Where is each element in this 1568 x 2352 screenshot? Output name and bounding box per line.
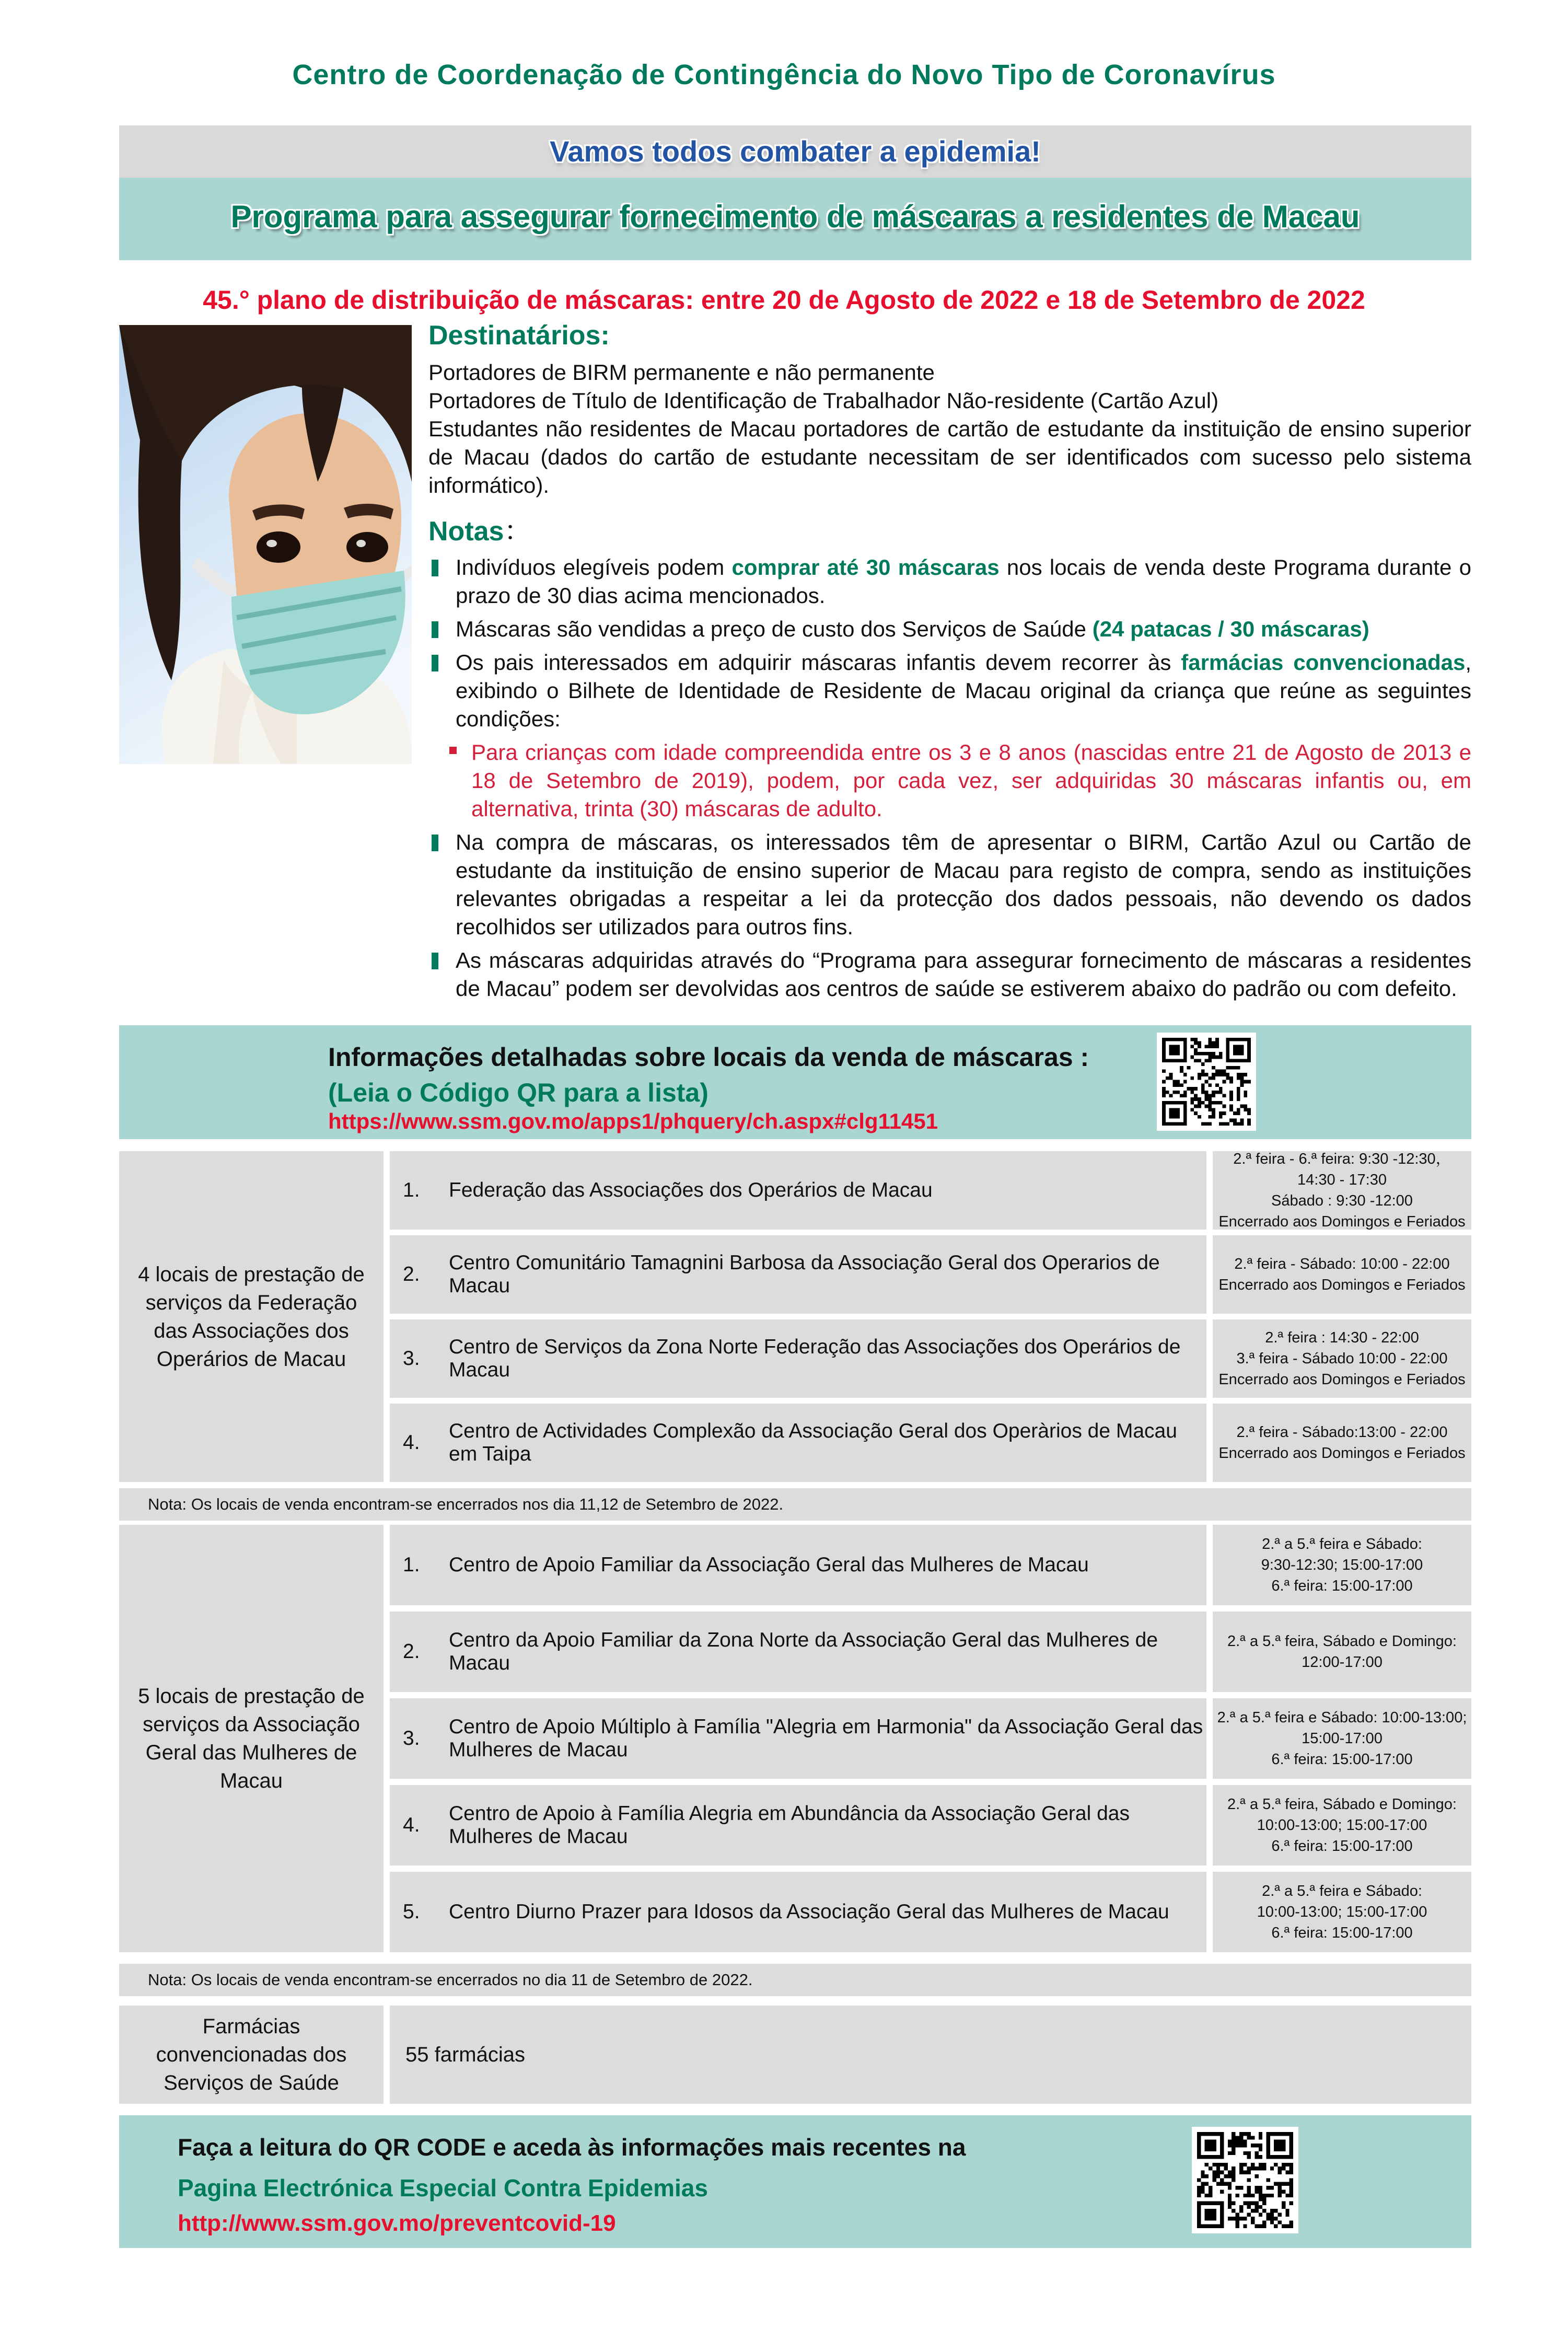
- location-number: 1.: [403, 1179, 420, 1201]
- note-bullet: [428, 648, 1471, 733]
- location-name: Centro de Apoio à Família Alegria em Abundância da Associação Geral das Mulheres de Macau: [449, 1802, 1130, 1848]
- teal-square-bullet-icon: [432, 835, 438, 851]
- schedule-line: Encerrado aos Domingos e Feriados: [1218, 1371, 1466, 1388]
- recipient-line: Portadores de BIRM permanente e não permanente: [428, 360, 935, 385]
- note-bullet: [428, 553, 1471, 610]
- location-number: 2.: [403, 1640, 420, 1663]
- footer-line-1: Faça a leitura do QR CODE e aceda às informações mais recentes na: [178, 2134, 966, 2161]
- location-name: Centro Diurno Prazer para Idosos da Associação Geral das Mulheres de Macau: [449, 1901, 1169, 1923]
- recipients-heading: Destinatários:: [428, 320, 610, 351]
- location-name: Centro de Actividades Complexão da Associação Geral dos Operàrios de Macau em Taipa: [449, 1420, 1177, 1465]
- pharmacies-row: [119, 2006, 1471, 2104]
- schedule-line: 2.ª feira : 14:30 - 22:00: [1265, 1329, 1419, 1346]
- location-name: Federação das Associações dos Operários de Macau: [449, 1179, 933, 1201]
- schedule-line: 2.ª a 5.ª feira, Sábado e Domingo:: [1227, 1796, 1457, 1813]
- program-title: Programa para assegurar fornecimento de máscaras a residentes de Macau: [230, 199, 1360, 234]
- note-text: Os pais interessados em adquirir máscaras infantis devem recorrer às: [456, 650, 1181, 675]
- note-text: nos locais de venda deste Programa durante o prazo de 30 dias acima mencionados.: [456, 555, 1471, 608]
- note-text: Máscaras são vendidas a preço de custo dos Serviços de Saúde: [456, 617, 1093, 641]
- location-name-cell: [390, 1698, 1206, 1779]
- location-name-cell: [390, 1319, 1206, 1398]
- organization-title: Centro de Coordenação de Contingência do Novo Tipo de Coronavírus: [292, 59, 1276, 90]
- schedule-line: 2.ª feira - Sábado:13:00 - 22:00: [1236, 1424, 1448, 1441]
- location-number: 4.: [403, 1431, 420, 1454]
- schedule-line: 15:00-17:00: [1302, 1730, 1383, 1747]
- location-name-cell: [390, 1235, 1206, 1314]
- note-bullet: [428, 946, 1471, 1003]
- footer-banner: [119, 2115, 1471, 2248]
- masked-woman-photo: [119, 325, 412, 764]
- location-name-cell: [390, 1872, 1206, 1952]
- highlighted-text: farmácias convencionadas: [1181, 650, 1466, 675]
- mask-list-url-link[interactable]: https://www.ssm.gov.mo/apps1/phquery/ch.aspx#clg11451: [328, 1109, 938, 1133]
- schedule-line: Encerrado aos Domingos e Feriados: [1218, 1277, 1466, 1293]
- pharmacies-label: Farmácias convencionadas dos Serviços de Saúde: [119, 2006, 384, 2104]
- schedule-line: 6.ª feira: 15:00-17:00: [1271, 1925, 1413, 1941]
- masked-woman-illustration: [119, 325, 412, 764]
- note-text: Na compra de máscaras, os interessados têm de apresentar o BIRM, Cartão Azul ou Cartão de estudante da instituição de ensino superior de Macau para registo de compra, sendo as instituições relevantes obrigadas a respeitar a lei da protecção dos dados pessoais, não devendo os dados recolhidos ser utilizados para outros fins.: [456, 830, 1471, 939]
- location-name-cell: [390, 1151, 1206, 1230]
- schedule-line: 2.ª a 5.ª feira e Sábado:: [1262, 1536, 1422, 1552]
- notes-heading-colon: ：: [504, 516, 531, 547]
- teal-square-bullet-icon: [432, 560, 438, 576]
- location-name-cell: [390, 1525, 1206, 1605]
- pharmacies-count: 55 farmácias: [390, 2006, 1471, 2104]
- schedule-line: 2.ª a 5.ª feira e Sábado:: [1262, 1883, 1422, 1899]
- table-group-label: 5 locais de prestação de serviços da Associação Geral das Mulheres de Macau: [119, 1525, 384, 1952]
- schedule-line: 10:00-13:00; 15:00-17:00: [1257, 1904, 1427, 1920]
- table-note-1: Nota: Os locais de venda encontram-se encerrados nos dia 11,12 de Setembro de 2022.: [119, 1488, 1471, 1521]
- note-bullet: [428, 615, 1471, 643]
- teal-square-bullet-icon: [432, 953, 438, 969]
- schedule-line: Sábado : 9:30 -12:00: [1271, 1192, 1413, 1209]
- schedule-line: 2.ª feira - Sábado: 10:00 - 22:00: [1234, 1256, 1450, 1272]
- schedule-cell: [1213, 1319, 1471, 1398]
- slogan-banner: [119, 125, 1471, 178]
- highlighted-text: comprar até 30 máscaras: [731, 555, 1000, 580]
- schedule-line: 10:00-13:00; 15:00-17:00: [1257, 1817, 1427, 1834]
- info-line-1: Informações detalhadas sobre locais da venda de máscaras :: [328, 1042, 1089, 1072]
- mask-sale-info-box: [119, 1025, 1471, 1139]
- schedule-cell: [1213, 1525, 1471, 1605]
- highlighted-text: (24 patacas / 30 máscaras): [1092, 617, 1369, 641]
- mulheres-locations-table: [119, 1525, 1471, 1952]
- note-text: , exibindo o Bilhete de Identidade de Residente de Macau original da criança que reúne as seguintes condições:: [456, 650, 1471, 731]
- location-name: Centro de Serviços da Zona Norte Federação das Associações dos Operários de Macau: [449, 1336, 1181, 1381]
- location-name-cell: [390, 1404, 1206, 1482]
- note-subbullet-red: [428, 738, 1471, 823]
- location-number: 1.: [403, 1554, 420, 1576]
- plan-period-line: 45.° plano de distribuição de máscaras: entre 20 de Agosto de 2022 e 18 de Setembro de 2022: [203, 285, 1365, 315]
- schedule-cell: [1213, 1785, 1471, 1866]
- schedule-cell: [1213, 1612, 1471, 1692]
- schedule-line: 2.ª feira - 6.ª feira: 9:30 -12:30，14:30 - 17:30: [1233, 1151, 1451, 1188]
- recipients-list: [428, 358, 1471, 500]
- table-group-label: 4 locais de prestação de serviços da Federação das Associações dos Operários de Macau: [119, 1151, 384, 1482]
- schedule-cell: [1213, 1872, 1471, 1952]
- schedule-line: 3.ª feira - Sábado 10:00 - 22:00: [1236, 1350, 1448, 1367]
- schedule-cell: [1213, 1698, 1471, 1779]
- location-number: 5.: [403, 1901, 420, 1923]
- operarios-locations-table: [119, 1151, 1471, 1482]
- slogan-text: Vamos todos combater a epidemia!: [550, 135, 1041, 168]
- recipient-line: Portadores de Título de Identificação de Trabalhador Não-residente (Cartão Azul): [428, 388, 1219, 413]
- body-text-column: [428, 320, 1471, 1008]
- location-name: Centro de Apoio Múltiplo à Família "Alegria em Harmonia" da Associação Geral das Mulheres de Macau: [449, 1716, 1203, 1761]
- note-text: Para crianças com idade compreendida entre os 3 e 8 anos (nascidas entre 21 de Agosto de 2013 e 18 de Setembro de 2019), podem, por cada vez, ser adquiridas 30 máscaras infantis ou, em alternativa, trinta (30) máscaras de adulto.: [471, 740, 1471, 821]
- notes-heading-label: Notas: [428, 516, 504, 547]
- location-name: Centro Comunitário Tamagnini Barbosa da Associação Geral dos Operarios de Macau: [449, 1252, 1160, 1297]
- program-banner: [119, 178, 1471, 260]
- location-number: 2.: [403, 1263, 420, 1285]
- location-name: Centro da Apoio Familiar da Zona Norte da Associação Geral das Mulheres de Macau: [449, 1629, 1158, 1674]
- preventcovid-url-link[interactable]: http://www.ssm.gov.mo/preventcovid-19: [178, 2210, 616, 2236]
- footer-line-2: Pagina Electrónica Especial Contra Epidemias: [178, 2174, 708, 2202]
- info-line-2: (Leia o Código QR para a lista): [328, 1078, 708, 1107]
- note-bullet: [428, 828, 1471, 941]
- notes-heading: [428, 509, 1471, 548]
- note-text: Indivíduos elegíveis podem: [456, 555, 732, 580]
- note-text: As máscaras adquiridas através do “Programa para assegurar fornecimento de máscaras a residentes de Macau” podem ser devolvidas aos centros de saúde se estiverem abaixo do padrão ou com defeito.: [456, 948, 1471, 1001]
- location-number: 3.: [403, 1347, 420, 1370]
- schedule-cell: [1213, 1404, 1471, 1482]
- notes-bullet-list: [428, 553, 1471, 1003]
- location-number: 4.: [403, 1814, 420, 1836]
- schedule-line: 6.ª feira: 15:00-17:00: [1271, 1751, 1413, 1768]
- qr-code-mask-list-icon: [1157, 1033, 1256, 1131]
- location-name-cell: [390, 1785, 1206, 1866]
- schedule-line: Encerrado aos Domingos e Feriados: [1218, 1213, 1466, 1230]
- location-name: Centro de Apoio Familiar da Associação Geral das Mulheres de Macau: [449, 1554, 1089, 1576]
- location-name-cell: [390, 1612, 1206, 1692]
- schedule-line: 2.ª a 5.ª feira e Sábado: 10:00-13:00;: [1217, 1709, 1467, 1726]
- schedule-line: 12:00-17:00: [1302, 1654, 1383, 1671]
- recipient-line: Estudantes não residentes de Macau portadores de cartão de estudante da instituição de ensino superior de Macau (dados do cartão de estudante necessitam de ser identificados com sucesso pelo sistema informático).: [428, 416, 1471, 497]
- schedule-cell: [1213, 1235, 1471, 1314]
- schedule-line: 9:30-12:30; 15:00-17:00: [1261, 1557, 1423, 1573]
- schedule-line: 2.ª a 5.ª feira, Sábado e Domingo:: [1227, 1633, 1457, 1650]
- red-square-bullet-icon: [449, 747, 457, 754]
- table-note-2: Nota: Os locais de venda encontram-se encerrados no dia 11 de Setembro de 2022.: [119, 1964, 1471, 1996]
- schedule-line: 6.ª feira: 15:00-17:00: [1271, 1578, 1413, 1594]
- schedule-line: 6.ª feira: 15:00-17:00: [1271, 1838, 1413, 1855]
- location-number: 3.: [403, 1727, 420, 1749]
- teal-square-bullet-icon: [432, 621, 438, 638]
- schedule-line: Encerrado aos Domingos e Feriados: [1218, 1445, 1466, 1462]
- teal-square-bullet-icon: [432, 655, 438, 671]
- qr-code-preventcovid-icon: [1192, 2127, 1298, 2233]
- schedule-cell: [1213, 1151, 1471, 1230]
